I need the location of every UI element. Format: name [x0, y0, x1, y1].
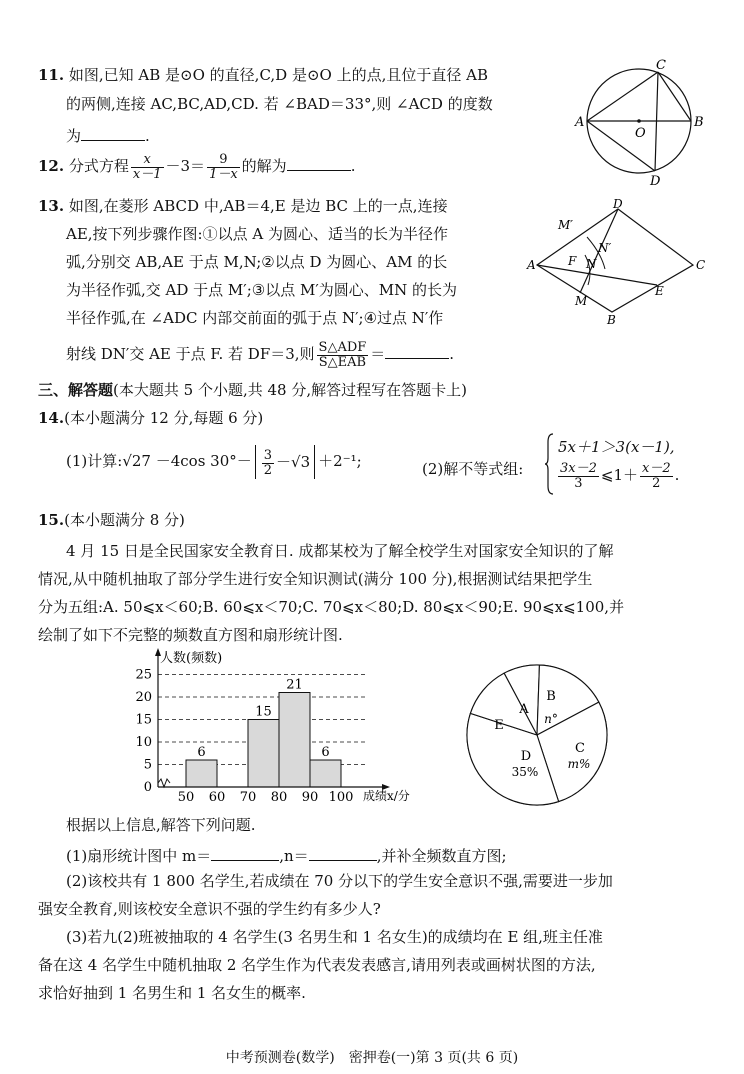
q15-para3: 分为五组:A. 50⩽x＜60;B. 60⩽x＜70;C. 70⩽x＜80;D. 80⩽x＜90;E. 90⩽x⩽100,并	[38, 598, 625, 616]
section3-desc: (本大题共 5 个小题,共 48 分,解答过程写在答题卡上)	[113, 381, 467, 399]
pie-value-D: 35%	[511, 765, 539, 779]
q11-answer-blank	[81, 126, 145, 141]
frequency-histogram	[120, 648, 440, 808]
y-tick-0: 0	[143, 780, 152, 795]
y-tick-10: 10	[135, 735, 152, 750]
q12-line	[38, 153, 355, 181]
q11-line3	[66, 126, 150, 144]
q13-ratio-num: S△ADF	[318, 340, 367, 355]
pie-label-B: B	[546, 689, 556, 704]
q15-header	[38, 513, 185, 528]
x-tick-50: 50	[177, 790, 195, 805]
q12-tail: .	[350, 157, 356, 176]
q14-ineq2-num2: x－2	[642, 461, 671, 476]
q13-number: 13.	[38, 197, 65, 215]
pie-slices	[467, 665, 607, 805]
q14-ineq2-den2: 2	[652, 475, 661, 491]
label-d: D	[650, 174, 661, 188]
histogram-bar-70-80	[248, 720, 279, 788]
q14-brace	[544, 432, 554, 496]
q11-circle-figure	[570, 58, 710, 188]
pie-label-C: C	[575, 741, 585, 756]
q14-ineq2-den: 3	[574, 475, 583, 491]
q14-ineq2-num: 3x－2	[560, 461, 597, 476]
q15-sub1-post: ,并补全频数直方图;	[376, 847, 507, 865]
q12-prefix: 分式方程	[68, 157, 129, 176]
center-dot	[637, 119, 641, 123]
histogram-bar-50-60	[186, 760, 217, 787]
q14-ineq1: 5x＋1＞3(x－1),	[558, 438, 675, 456]
q15-sub3-line1: (3)若九(2)班被抽取的 4 名学生(3 名男生和 1 名女生)的成绩均在 E 组,班主任准	[66, 928, 603, 946]
q14-header	[38, 411, 263, 426]
section3-header	[38, 383, 467, 398]
x-tick-100: 100	[328, 790, 354, 805]
q14-abs-den: 2	[263, 462, 273, 478]
q13-tail: .	[449, 345, 455, 364]
q13-answer-blank	[385, 344, 449, 359]
x-tick-60: 60	[208, 790, 226, 805]
q14-abs-value	[255, 445, 315, 479]
label-n: N	[586, 257, 597, 271]
q15-sub3-line2: 备在这 4 名学生中随机抽取 2 名学生作为代表发表感言,请用列表或画树状图的方法,	[38, 956, 596, 974]
segment-bc	[658, 72, 691, 121]
q13-text-6: 射线 DN′交 AE 于点 F. 若 DF＝3,则	[66, 345, 315, 364]
label-m-prime: M′	[558, 218, 574, 232]
q12-fraction-2	[207, 153, 240, 181]
q13-line3: 弧,分别交 AB,AE 于点 M,N;②以点 D 为圆心、AM 的长	[66, 253, 448, 271]
q15-sub2-line2: 强安全教育,则该校安全意识不强的学生约有多少人?	[38, 900, 381, 918]
q14-ineq2	[556, 462, 679, 490]
q11-line1	[38, 68, 488, 83]
q13-rhombus-figure	[525, 195, 715, 325]
n-answer-blank	[309, 846, 377, 861]
q15-sub1-pre: (1)扇形统计图中 m＝	[66, 847, 212, 865]
pie-label-E: E	[494, 718, 504, 733]
label-a: A	[527, 258, 536, 272]
section3-title: 三、解答题	[38, 381, 114, 399]
y-tick-15: 15	[135, 712, 152, 728]
histogram-bar-90-100	[310, 760, 341, 787]
label-c: C	[696, 258, 706, 272]
q15-intro: 根据以上信息,解答下列问题.	[66, 816, 256, 834]
label-a: A	[575, 115, 585, 130]
bar-value-label-50: 6	[197, 745, 206, 760]
pie-label-D: D	[520, 749, 532, 764]
q14-part1	[66, 445, 362, 479]
q14-p1-post: ＋2⁻¹;	[318, 452, 362, 470]
q13-line4: 为半径作弧,交 AD 于点 M′;③以点 M′为圆心、MN 的长为	[66, 281, 457, 299]
y-tick-labels	[135, 668, 152, 796]
q13-eq: ＝	[370, 345, 386, 364]
q14-abs-frac	[262, 449, 274, 477]
y-axis-label: 人数(频数)	[160, 651, 223, 666]
label-f: F	[568, 254, 577, 268]
label-e: E	[655, 284, 664, 298]
histogram-bar-80-90	[279, 693, 310, 788]
q14-p1-pre: (1)计算:	[66, 452, 123, 470]
q14-abs-num: 3	[263, 447, 273, 463]
q13-ratio-den: S△EAB	[318, 354, 367, 370]
q13-line6	[66, 341, 454, 369]
bar-value-label-90: 6	[321, 745, 330, 760]
q13-line5: 半径作弧,在 ∠ADC 内部交前面的弧于点 N′;④过点 N′作	[66, 309, 444, 327]
q11-text-1: 如图,已知 AB 是⊙O 的直径,C,D 是⊙O 上的点,且位于直径 AB	[68, 66, 488, 84]
y-tick-25: 25	[135, 667, 152, 683]
q15-sub2-line1: (2)该校共有 1 800 名学生,若成绩在 70 分以下的学生安全意识不强,需要进一步加	[66, 872, 613, 890]
q14-p1-a: √27 －4cos 30°－	[122, 452, 252, 470]
q11-text-3: 为	[66, 127, 82, 145]
brace-path	[545, 434, 553, 494]
label-b: B	[607, 313, 616, 325]
q13-text-1: 如图,在菱形 ABCD 中,AB＝4,E 是边 BC 上的一点,连接	[68, 197, 448, 215]
q11-line2: 的两侧,连接 AC,BC,AD,CD. 若 ∠BAD＝33°,则 ∠ACD 的度数	[66, 95, 493, 113]
pie-chart	[455, 660, 625, 810]
q12-f1-den: x－1	[132, 166, 162, 182]
q13-line1	[38, 199, 448, 214]
q14-abs-rest: －√3	[276, 453, 311, 471]
q12-mid: －3＝	[165, 157, 206, 176]
q14-desc: (本小题满分 12 分,每题 6 分)	[64, 409, 264, 427]
q15-para2: 情况,从中随机抽取了部分学生进行安全知识测试(满分 100 分),根据测试结果把学生	[38, 570, 593, 588]
axis-break	[158, 779, 170, 787]
pie-value-C: m%	[567, 757, 591, 771]
q12-f2-num: 9	[207, 153, 240, 168]
x-tick-labels	[178, 790, 354, 805]
label-m: M	[575, 294, 588, 308]
q14-p2-pre: (2)解不等式组:	[422, 460, 524, 478]
q15-sub1	[66, 846, 507, 864]
q14-ineq2-frac1	[558, 462, 599, 490]
q14-ineq2-tail: .	[674, 466, 680, 485]
y-tick-20: 20	[135, 690, 152, 705]
q15-sub3-line3: 求恰好抽到 1 名男生和 1 名女生的概率.	[38, 984, 306, 1002]
bar-value-label-80: 21	[286, 677, 303, 693]
x-tick-80: 80	[270, 790, 288, 805]
q15-number: 15.	[38, 511, 65, 529]
page-footer: 中考预测卷(数学) 密押卷(一)第 3 页(共 6 页)	[225, 1050, 519, 1066]
q13-line2: AE,按下列步骤作图:①以点 A 为圆心、适当的长为半径作	[66, 225, 448, 243]
q14-number: 14.	[38, 409, 65, 427]
y-tick-5: 5	[143, 757, 152, 773]
q11-number: 11.	[38, 66, 65, 84]
m-answer-blank	[211, 846, 279, 861]
q15-para1: 4 月 15 日是全民国家安全教育日. 成都某校为了解全校学生对国家安全知识的了解	[66, 542, 614, 560]
q14-ineq2-frac2	[640, 462, 673, 490]
q13-ratio	[317, 341, 369, 369]
q14-ineq2-mid: ⩽1＋	[600, 466, 638, 485]
q12-number: 12.	[38, 157, 65, 176]
label-b: B	[694, 115, 704, 130]
q15-para4: 绘制了如下不完整的频数直方图和扇形统计图.	[38, 626, 343, 644]
segment-ac	[587, 72, 658, 121]
segment-ae	[537, 265, 657, 285]
label-d: D	[613, 197, 623, 211]
q15-sub1-mid: ,n＝	[279, 847, 309, 865]
x-tick-70: 70	[239, 790, 257, 805]
label-o: O	[635, 126, 646, 141]
q15-desc: (本小题满分 8 分)	[64, 511, 185, 529]
bar-value-label-70: 15	[255, 704, 272, 720]
q12-suffix: 的解为	[241, 157, 287, 176]
q12-f1-num: x	[131, 153, 164, 168]
q12-fraction-1	[131, 153, 164, 181]
x-tick-90: 90	[301, 790, 319, 805]
q11-tail: .	[145, 127, 150, 145]
label-c: C	[656, 58, 666, 73]
q12-f2-den: 1－x	[209, 166, 238, 182]
q12-answer-blank	[287, 156, 351, 171]
pie-label-A: A	[519, 702, 529, 717]
label-n-prime: N′	[598, 241, 612, 255]
x-axis-label: 成绩x/分	[363, 789, 410, 803]
pie-value-B: n°	[544, 712, 558, 726]
